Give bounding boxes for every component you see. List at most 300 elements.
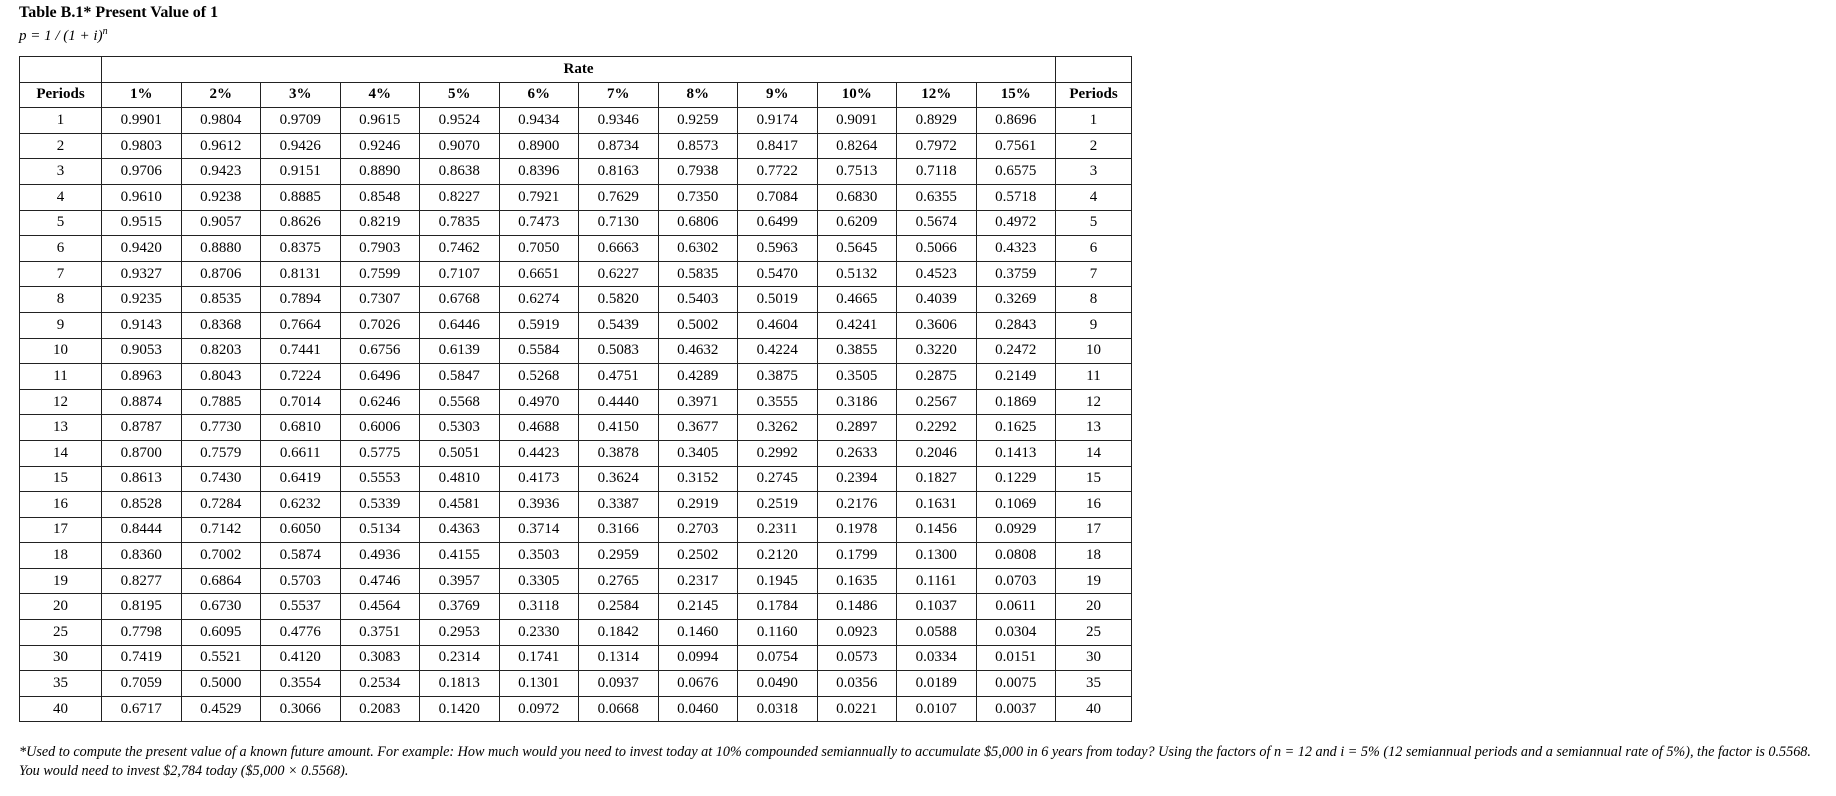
factor-cell: 0.1314 bbox=[579, 645, 659, 671]
factor-cell: 0.2519 bbox=[738, 492, 818, 518]
factor-cell: 0.8368 bbox=[181, 312, 261, 338]
table-row bbox=[20, 440, 1132, 466]
factor-cell: 0.9423 bbox=[181, 159, 261, 185]
factor-cell: 0.4224 bbox=[738, 338, 818, 364]
factor-cell: 0.3083 bbox=[340, 645, 420, 671]
factor-cell: 0.8963 bbox=[102, 364, 182, 390]
factor-cell: 0.9091 bbox=[817, 108, 897, 134]
period-cell-right: 15 bbox=[1056, 466, 1132, 492]
factor-cell: 0.2703 bbox=[658, 517, 738, 543]
factor-cell: 0.2330 bbox=[499, 620, 579, 646]
factor-cell: 0.0460 bbox=[658, 696, 738, 722]
factor-cell: 0.0573 bbox=[817, 645, 897, 671]
factor-cell: 0.1625 bbox=[976, 415, 1056, 441]
factor-cell: 0.7050 bbox=[499, 236, 579, 262]
factor-cell: 0.8548 bbox=[340, 184, 420, 210]
period-cell-left: 15 bbox=[20, 466, 102, 492]
factor-cell: 0.9420 bbox=[102, 236, 182, 262]
period-cell-left: 17 bbox=[20, 517, 102, 543]
factor-cell: 0.9804 bbox=[181, 108, 261, 134]
rate-column-header: 6% bbox=[499, 82, 579, 108]
period-cell-right: 19 bbox=[1056, 568, 1132, 594]
period-cell-left: 19 bbox=[20, 568, 102, 594]
factor-cell: 0.8396 bbox=[499, 159, 579, 185]
factor-cell: 0.3186 bbox=[817, 389, 897, 415]
factor-cell: 0.6756 bbox=[340, 338, 420, 364]
period-cell-right: 10 bbox=[1056, 338, 1132, 364]
factor-cell: 0.4363 bbox=[420, 517, 500, 543]
factor-cell: 0.9174 bbox=[738, 108, 818, 134]
factor-cell: 0.5134 bbox=[340, 517, 420, 543]
factor-cell: 0.8131 bbox=[261, 261, 341, 287]
period-cell-left: 11 bbox=[20, 364, 102, 390]
factor-cell: 0.3166 bbox=[579, 517, 659, 543]
factor-cell: 0.1300 bbox=[897, 543, 977, 569]
factor-cell: 0.2292 bbox=[897, 415, 977, 441]
factor-cell: 0.7972 bbox=[897, 133, 977, 159]
factor-cell: 0.4972 bbox=[976, 210, 1056, 236]
factor-cell: 0.7419 bbox=[102, 645, 182, 671]
factor-cell: 0.7513 bbox=[817, 159, 897, 185]
factor-cell: 0.1631 bbox=[897, 492, 977, 518]
factor-cell: 0.6227 bbox=[579, 261, 659, 287]
factor-cell: 0.9053 bbox=[102, 338, 182, 364]
factor-cell: 0.6575 bbox=[976, 159, 1056, 185]
factor-cell: 0.9070 bbox=[420, 133, 500, 159]
period-cell-right: 16 bbox=[1056, 492, 1132, 518]
factor-cell: 0.5584 bbox=[499, 338, 579, 364]
factor-cell: 0.2046 bbox=[897, 440, 977, 466]
factor-cell: 0.2567 bbox=[897, 389, 977, 415]
factor-cell: 0.2875 bbox=[897, 364, 977, 390]
period-cell-right: 20 bbox=[1056, 594, 1132, 620]
factor-cell: 0.5963 bbox=[738, 236, 818, 262]
table-row bbox=[20, 364, 1132, 390]
period-cell-left: 25 bbox=[20, 620, 102, 646]
factor-cell: 0.8626 bbox=[261, 210, 341, 236]
factor-cell: 0.3066 bbox=[261, 696, 341, 722]
factor-cell: 0.6717 bbox=[102, 696, 182, 722]
factor-cell: 0.3855 bbox=[817, 338, 897, 364]
factor-cell: 0.9238 bbox=[181, 184, 261, 210]
factor-cell: 0.1741 bbox=[499, 645, 579, 671]
factor-cell: 0.7798 bbox=[102, 620, 182, 646]
formula-exponent: n bbox=[102, 26, 108, 37]
factor-cell: 0.5919 bbox=[499, 312, 579, 338]
rate-column-header: 10% bbox=[817, 82, 897, 108]
factor-cell: 0.1945 bbox=[738, 568, 818, 594]
period-cell-right: 30 bbox=[1056, 645, 1132, 671]
factor-cell: 0.0075 bbox=[976, 671, 1056, 697]
factor-cell: 0.5820 bbox=[579, 287, 659, 313]
factor-cell: 0.2897 bbox=[817, 415, 897, 441]
factor-cell: 0.4746 bbox=[340, 568, 420, 594]
factor-cell: 0.6810 bbox=[261, 415, 341, 441]
factor-cell: 0.8734 bbox=[579, 133, 659, 159]
factor-cell: 0.7130 bbox=[579, 210, 659, 236]
factor-cell: 0.8900 bbox=[499, 133, 579, 159]
period-cell-left: 18 bbox=[20, 543, 102, 569]
factor-cell: 0.2745 bbox=[738, 466, 818, 492]
table-row bbox=[20, 415, 1132, 441]
factor-cell: 0.3759 bbox=[976, 261, 1056, 287]
factor-cell: 0.8696 bbox=[976, 108, 1056, 134]
factor-cell: 0.2317 bbox=[658, 568, 738, 594]
factor-cell: 0.2633 bbox=[817, 440, 897, 466]
period-cell-right: 14 bbox=[1056, 440, 1132, 466]
factor-cell: 0.3624 bbox=[579, 466, 659, 492]
factor-cell: 0.0151 bbox=[976, 645, 1056, 671]
factor-cell: 0.4564 bbox=[340, 594, 420, 620]
factor-cell: 0.2843 bbox=[976, 312, 1056, 338]
factor-cell: 0.9515 bbox=[102, 210, 182, 236]
factor-cell: 0.0588 bbox=[897, 620, 977, 646]
rate-column-header: 5% bbox=[420, 82, 500, 108]
factor-cell: 0.4173 bbox=[499, 466, 579, 492]
factor-cell: 0.2959 bbox=[579, 543, 659, 569]
factor-cell: 0.5066 bbox=[897, 236, 977, 262]
factor-cell: 0.0037 bbox=[976, 696, 1056, 722]
factor-cell: 0.6419 bbox=[261, 466, 341, 492]
period-cell-right: 7 bbox=[1056, 261, 1132, 287]
factor-cell: 0.7903 bbox=[340, 236, 420, 262]
factor-cell: 0.7430 bbox=[181, 466, 261, 492]
factor-cell: 0.4604 bbox=[738, 312, 818, 338]
table-row bbox=[20, 543, 1132, 569]
factor-cell: 0.4970 bbox=[499, 389, 579, 415]
factor-cell: 0.3878 bbox=[579, 440, 659, 466]
factor-cell: 0.0994 bbox=[658, 645, 738, 671]
factor-cell: 0.7350 bbox=[658, 184, 738, 210]
factor-cell: 0.5019 bbox=[738, 287, 818, 313]
factor-cell: 0.7579 bbox=[181, 440, 261, 466]
blank-header-cell bbox=[1056, 57, 1132, 83]
factor-cell: 0.4581 bbox=[420, 492, 500, 518]
factor-cell: 0.8417 bbox=[738, 133, 818, 159]
factor-cell: 0.7885 bbox=[181, 389, 261, 415]
factor-cell: 0.8573 bbox=[658, 133, 738, 159]
factor-cell: 0.4289 bbox=[658, 364, 738, 390]
period-cell-left: 40 bbox=[20, 696, 102, 722]
column-header-row bbox=[20, 82, 1132, 108]
factor-cell: 0.8444 bbox=[102, 517, 182, 543]
period-cell-left: 8 bbox=[20, 287, 102, 313]
period-cell-left: 13 bbox=[20, 415, 102, 441]
rate-column-header: 2% bbox=[181, 82, 261, 108]
factor-cell: 0.4120 bbox=[261, 645, 341, 671]
factor-cell: 0.9434 bbox=[499, 108, 579, 134]
factor-cell: 0.8638 bbox=[420, 159, 500, 185]
factor-cell: 0.7284 bbox=[181, 492, 261, 518]
period-cell-left: 5 bbox=[20, 210, 102, 236]
factor-cell: 0.2502 bbox=[658, 543, 738, 569]
factor-cell: 0.5718 bbox=[976, 184, 1056, 210]
factor-cell: 0.9524 bbox=[420, 108, 500, 134]
table-row bbox=[20, 645, 1132, 671]
factor-cell: 0.3262 bbox=[738, 415, 818, 441]
factor-cell: 0.6050 bbox=[261, 517, 341, 543]
factor-cell: 0.5268 bbox=[499, 364, 579, 390]
factor-cell: 0.1869 bbox=[976, 389, 1056, 415]
factor-cell: 0.2953 bbox=[420, 620, 500, 646]
rate-column-header: 7% bbox=[579, 82, 659, 108]
period-cell-right: 4 bbox=[1056, 184, 1132, 210]
factor-cell: 0.8535 bbox=[181, 287, 261, 313]
factor-cell: 0.6246 bbox=[340, 389, 420, 415]
factor-cell: 0.0221 bbox=[817, 696, 897, 722]
factor-cell: 0.7629 bbox=[579, 184, 659, 210]
period-cell-right: 8 bbox=[1056, 287, 1132, 313]
factor-cell: 0.7107 bbox=[420, 261, 500, 287]
factor-cell: 0.1799 bbox=[817, 543, 897, 569]
factor-cell: 0.6830 bbox=[817, 184, 897, 210]
factor-cell: 0.5553 bbox=[340, 466, 420, 492]
table-row bbox=[20, 108, 1132, 134]
blank-header-cell bbox=[20, 57, 102, 83]
factor-cell: 0.6496 bbox=[340, 364, 420, 390]
factor-cell: 0.7921 bbox=[499, 184, 579, 210]
factor-cell: 0.7462 bbox=[420, 236, 500, 262]
factor-cell: 0.1161 bbox=[897, 568, 977, 594]
period-cell-left: 7 bbox=[20, 261, 102, 287]
factor-cell: 0.3405 bbox=[658, 440, 738, 466]
factor-cell: 0.1635 bbox=[817, 568, 897, 594]
factor-cell: 0.3606 bbox=[897, 312, 977, 338]
factor-cell: 0.6355 bbox=[897, 184, 977, 210]
factor-cell: 0.5439 bbox=[579, 312, 659, 338]
factor-cell: 0.0676 bbox=[658, 671, 738, 697]
factor-cell: 0.4688 bbox=[499, 415, 579, 441]
factor-cell: 0.6446 bbox=[420, 312, 500, 338]
factor-cell: 0.6730 bbox=[181, 594, 261, 620]
factor-cell: 0.0356 bbox=[817, 671, 897, 697]
factor-cell: 0.2083 bbox=[340, 696, 420, 722]
period-cell-left: 9 bbox=[20, 312, 102, 338]
factor-cell: 0.2394 bbox=[817, 466, 897, 492]
period-cell-right: 11 bbox=[1056, 364, 1132, 390]
factor-cell: 0.7142 bbox=[181, 517, 261, 543]
factor-cell: 0.5775 bbox=[340, 440, 420, 466]
factor-cell: 0.9426 bbox=[261, 133, 341, 159]
factor-cell: 0.3505 bbox=[817, 364, 897, 390]
table-row bbox=[20, 312, 1132, 338]
factor-cell: 0.2120 bbox=[738, 543, 818, 569]
factor-cell: 0.9610 bbox=[102, 184, 182, 210]
factor-cell: 0.1978 bbox=[817, 517, 897, 543]
factor-cell: 0.5403 bbox=[658, 287, 738, 313]
period-cell-left: 1 bbox=[20, 108, 102, 134]
table-row bbox=[20, 159, 1132, 185]
factor-cell: 0.9057 bbox=[181, 210, 261, 236]
factor-cell: 0.7473 bbox=[499, 210, 579, 236]
factor-cell: 0.4155 bbox=[420, 543, 500, 569]
factor-cell: 0.3220 bbox=[897, 338, 977, 364]
factor-cell: 0.2176 bbox=[817, 492, 897, 518]
factor-cell: 0.7664 bbox=[261, 312, 341, 338]
period-cell-left: 20 bbox=[20, 594, 102, 620]
period-cell-right: 40 bbox=[1056, 696, 1132, 722]
factor-cell: 0.7002 bbox=[181, 543, 261, 569]
factor-cell: 0.5847 bbox=[420, 364, 500, 390]
factor-cell: 0.8528 bbox=[102, 492, 182, 518]
factor-cell: 0.3769 bbox=[420, 594, 500, 620]
factor-cell: 0.5537 bbox=[261, 594, 341, 620]
factor-cell: 0.6651 bbox=[499, 261, 579, 287]
factor-cell: 0.8264 bbox=[817, 133, 897, 159]
factor-cell: 0.8227 bbox=[420, 184, 500, 210]
period-cell-right: 35 bbox=[1056, 671, 1132, 697]
factor-cell: 0.2534 bbox=[340, 671, 420, 697]
factor-cell: 0.5051 bbox=[420, 440, 500, 466]
table-row bbox=[20, 287, 1132, 313]
rate-column-header: 9% bbox=[738, 82, 818, 108]
factor-cell: 0.4529 bbox=[181, 696, 261, 722]
factor-cell: 0.6209 bbox=[817, 210, 897, 236]
factor-cell: 0.5521 bbox=[181, 645, 261, 671]
table-row bbox=[20, 184, 1132, 210]
factor-cell: 0.6806 bbox=[658, 210, 738, 236]
factor-cell: 0.7059 bbox=[102, 671, 182, 697]
factor-cell: 0.7224 bbox=[261, 364, 341, 390]
factor-cell: 0.1301 bbox=[499, 671, 579, 697]
factor-cell: 0.5132 bbox=[817, 261, 897, 287]
table-row bbox=[20, 236, 1132, 262]
factor-cell: 0.4423 bbox=[499, 440, 579, 466]
factor-cell: 0.8706 bbox=[181, 261, 261, 287]
rate-header: Rate bbox=[102, 57, 1056, 83]
factor-cell: 0.6864 bbox=[181, 568, 261, 594]
factor-cell: 0.4323 bbox=[976, 236, 1056, 262]
factor-cell: 0.3936 bbox=[499, 492, 579, 518]
factor-cell: 0.8219 bbox=[340, 210, 420, 236]
table-row bbox=[20, 338, 1132, 364]
factor-cell: 0.1784 bbox=[738, 594, 818, 620]
factor-cell: 0.0754 bbox=[738, 645, 818, 671]
factor-cell: 0.4150 bbox=[579, 415, 659, 441]
rate-column-header: 12% bbox=[897, 82, 977, 108]
factor-cell: 0.6006 bbox=[340, 415, 420, 441]
footnote: *Used to compute the present value of a known future amount. For example: How much would you need to invest today at 10% compounded semiannually to accumulate $5,000 in 6 years from today? Using the factors of n = 12 and i = 5% (12 semiannual periods and a semiannual rate of 5%), the factor is 0.5568. You would need to invest $2,784 today ($5,000 × 0.5568). bbox=[19, 744, 1811, 779]
factor-cell: 0.2992 bbox=[738, 440, 818, 466]
factor-cell: 0.8360 bbox=[102, 543, 182, 569]
factor-cell: 0.5339 bbox=[340, 492, 420, 518]
factor-cell: 0.3677 bbox=[658, 415, 738, 441]
factor-cell: 0.0972 bbox=[499, 696, 579, 722]
factor-cell: 0.7084 bbox=[738, 184, 818, 210]
factor-cell: 0.0929 bbox=[976, 517, 1056, 543]
factor-cell: 0.9143 bbox=[102, 312, 182, 338]
period-cell-right: 1 bbox=[1056, 108, 1132, 134]
factor-cell: 0.0937 bbox=[579, 671, 659, 697]
factor-cell: 0.1813 bbox=[420, 671, 500, 697]
factor-cell: 0.0107 bbox=[897, 696, 977, 722]
period-cell-right: 17 bbox=[1056, 517, 1132, 543]
factor-cell: 0.3387 bbox=[579, 492, 659, 518]
table-row bbox=[20, 594, 1132, 620]
factor-cell: 0.7014 bbox=[261, 389, 341, 415]
factor-cell: 0.3714 bbox=[499, 517, 579, 543]
factor-cell: 0.6611 bbox=[261, 440, 341, 466]
factor-cell: 0.7441 bbox=[261, 338, 341, 364]
factor-cell: 0.9246 bbox=[340, 133, 420, 159]
factor-cell: 0.5083 bbox=[579, 338, 659, 364]
factor-cell: 0.7599 bbox=[340, 261, 420, 287]
factor-cell: 0.1456 bbox=[897, 517, 977, 543]
factor-cell: 0.2149 bbox=[976, 364, 1056, 390]
period-cell-left: 10 bbox=[20, 338, 102, 364]
factor-cell: 0.9259 bbox=[658, 108, 738, 134]
factor-cell: 0.0808 bbox=[976, 543, 1056, 569]
factor-cell: 0.1420 bbox=[420, 696, 500, 722]
table-row bbox=[20, 568, 1132, 594]
period-cell-left: 16 bbox=[20, 492, 102, 518]
factor-cell: 0.8787 bbox=[102, 415, 182, 441]
table-row bbox=[20, 696, 1132, 722]
table-row bbox=[20, 620, 1132, 646]
table-row bbox=[20, 389, 1132, 415]
factor-cell: 0.8885 bbox=[261, 184, 341, 210]
factor-cell: 0.3875 bbox=[738, 364, 818, 390]
factor-cell: 0.3503 bbox=[499, 543, 579, 569]
factor-cell: 0.8880 bbox=[181, 236, 261, 262]
factor-cell: 0.4440 bbox=[579, 389, 659, 415]
factor-cell: 0.7894 bbox=[261, 287, 341, 313]
factor-cell: 0.3305 bbox=[499, 568, 579, 594]
period-cell-left: 2 bbox=[20, 133, 102, 159]
factor-cell: 0.7561 bbox=[976, 133, 1056, 159]
factor-cell: 0.1069 bbox=[976, 492, 1056, 518]
factor-cell: 0.9901 bbox=[102, 108, 182, 134]
periods-header-right: Periods bbox=[1056, 82, 1132, 108]
factor-cell: 0.8700 bbox=[102, 440, 182, 466]
rate-column-header: 3% bbox=[261, 82, 341, 108]
factor-cell: 0.9706 bbox=[102, 159, 182, 185]
period-cell-right: 12 bbox=[1056, 389, 1132, 415]
period-cell-left: 30 bbox=[20, 645, 102, 671]
table-row bbox=[20, 133, 1132, 159]
factor-cell: 0.9803 bbox=[102, 133, 182, 159]
rate-column-header: 15% bbox=[976, 82, 1056, 108]
factor-cell: 0.8203 bbox=[181, 338, 261, 364]
period-cell-left: 6 bbox=[20, 236, 102, 262]
factor-cell: 0.1413 bbox=[976, 440, 1056, 466]
factor-cell: 0.8890 bbox=[340, 159, 420, 185]
factor-cell: 0.8929 bbox=[897, 108, 977, 134]
factor-cell: 0.6139 bbox=[420, 338, 500, 364]
factor-cell: 0.8874 bbox=[102, 389, 182, 415]
factor-cell: 0.8277 bbox=[102, 568, 182, 594]
factor-cell: 0.8613 bbox=[102, 466, 182, 492]
factor-cell: 0.1229 bbox=[976, 466, 1056, 492]
period-cell-left: 14 bbox=[20, 440, 102, 466]
factor-cell: 0.8375 bbox=[261, 236, 341, 262]
factor-cell: 0.0703 bbox=[976, 568, 1056, 594]
factor-cell: 0.4936 bbox=[340, 543, 420, 569]
present-value-table bbox=[19, 56, 1132, 722]
factor-cell: 0.4776 bbox=[261, 620, 341, 646]
period-cell-right: 2 bbox=[1056, 133, 1132, 159]
factor-cell: 0.5568 bbox=[420, 389, 500, 415]
factor-cell: 0.9235 bbox=[102, 287, 182, 313]
factor-cell: 0.6274 bbox=[499, 287, 579, 313]
rate-column-header: 4% bbox=[340, 82, 420, 108]
factor-cell: 0.7938 bbox=[658, 159, 738, 185]
period-cell-right: 3 bbox=[1056, 159, 1132, 185]
factor-cell: 0.9612 bbox=[181, 133, 261, 159]
factor-cell: 0.7026 bbox=[340, 312, 420, 338]
factor-cell: 0.2919 bbox=[658, 492, 738, 518]
formula-base: p = 1 / (1 + i) bbox=[19, 28, 103, 44]
